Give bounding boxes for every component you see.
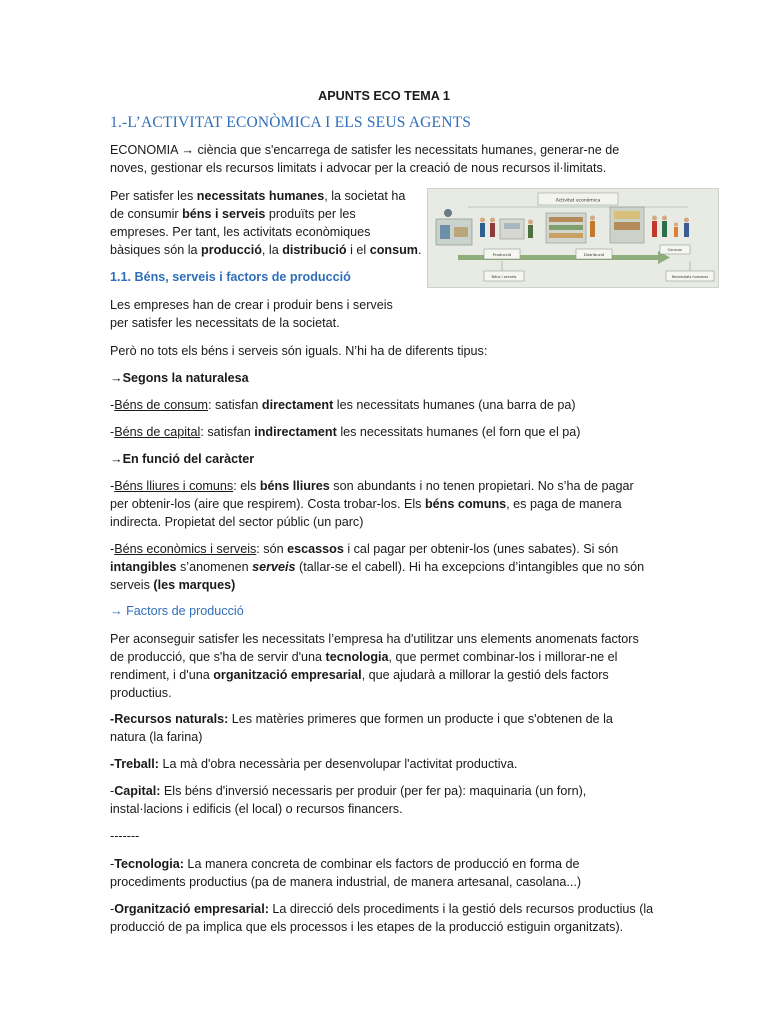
capital-goods: -Béns de capital: satisfan indirectament les necessitats humanes (el forn que el pa) [110,425,581,439]
definition-line-1: ECONOMIA → ciència que s'encarrega de satisfer les necessitats humanes, generar-ne de [110,143,620,157]
free-goods-line-1: -Béns lliures i comuns: els béns lliures son abundants i no tenen propietari. No s’ha de pagar [110,479,634,493]
work-line: -Treball: La mà d'obra necessària per desenvolupar l'activitat productiva. [110,757,518,771]
figure-label-needs: Necessitats humanes [671,274,709,279]
types-intro: Però no tots els béns i serveis són iguals. N’hi ha de diferents tipus: [110,344,488,358]
arrow-icon: → [110,371,123,385]
economic-goods-line-3: serveis (les marques) [110,578,236,592]
factors-line-1: Per aconseguir satisfer les necessitats l’empresa ha d'utilitzar uns elements anomenats factors [110,632,639,646]
intro-line-3: empreses. Per tant, les activitats econòmiques [110,225,371,239]
arrow-icon: → [110,452,123,466]
economic-activity-diagram [428,189,718,287]
economic-activity-illustration [427,188,719,288]
natural-resources-line-2: natura (la farina) [110,730,203,744]
factors-line-4: productius. [110,686,172,700]
arrow-icon: → [110,604,123,618]
economic-goods-line-2: intangibles s’anomenen serveis (tallar-se el cabell). Hi ha excepcions d’intangibles que no són [110,560,645,574]
heading-2: 1.1. Béns, serveis i factors de producció [110,270,351,284]
intro-line-4: bàsiques són la producció, la distribució i el consum. [110,243,422,257]
definition-term: ECONOMIA [110,143,178,157]
natural-resources-line-1: -Recursos naturals: Les matèries primeres que formen un producte i que s'obtenen de la [110,712,613,726]
consumer-goods: -Béns de consum: satisfan directament les necessitats humanes (una barra de pa) [110,398,576,412]
economic-goods-line-1: -Béns econòmics i serveis: són escassos i cal pagar per obtenir-los (unes sabates). Si són [110,542,619,556]
document-title: APUNTS ECO TEMA 1 [318,89,450,103]
figure-label-consumption: Consum [667,248,683,252]
figure-label-production: Producció [492,251,512,257]
free-goods-line-3: indirecta. Propietat del sector públic (un parc) [110,515,364,529]
figure-label-goods: Béns i serveis [491,274,517,279]
capital-line-2: instal·lacions i edificis (el local) o recursos financers. [110,802,403,816]
arrow-icon: → [181,143,194,157]
free-goods-line-2: per obtenir-los (aire que respirem). Costa trobar-los. Els béns comuns, es paga de manera [110,497,622,511]
technology-line-2: procediments productius (pa de manera industrial, de manera artesanal, casolana...) [110,875,582,889]
nature-heading: →Segons la naturalesa [110,371,249,385]
figure-header: Activitat econòmica [555,198,601,204]
heading-1: 1.-L’ACTIVITAT ECONÒMICA I ELS SEUS AGENTS [110,114,472,131]
figure-label-distribution: Distribució [583,251,605,257]
factors-heading: → Factors de producció [110,604,244,618]
character-heading: →En funció del caràcter [110,452,255,466]
intro-line-1: Per satisfer les necessitats humanes, la societat ha [110,189,406,203]
technology-line-1: -Tecnologia: La manera concreta de combinar els factors de producció en forma de [110,857,580,871]
separator: ------- [110,829,140,843]
companies-line-2: per satisfer les necessitats de la societat. [110,316,340,330]
intro-line-2: de consumir béns i serveis produïts per les [110,207,356,221]
factors-line-3: rendiment, i d'una organització empresarial, que ajudarà a millorar la gestió dels factors [110,668,609,682]
organization-line-1: -Organització empresarial: La direcció dels procediments i la gestió dels recursos productius (la [110,902,654,916]
organization-line-2: producció de pa implica que els processos i les etapes de la producció estiguin organitzats). [110,920,624,934]
companies-line-1: Les empreses han de crear i produir bens i serveis [110,298,393,312]
capital-line-1: -Capital: Els béns d'inversió necessaris per produir (per fer pa): maquinaria (un forn), [110,784,587,798]
factors-line-2: de producció, que s'ha de servir d'una tecnologia, que permet combinar-los i millorar-ne el [110,650,618,664]
definition-line-2: noves, gestionar els recursos limitats i advocar per la creació de nous recursos il·limitats. [110,161,607,175]
